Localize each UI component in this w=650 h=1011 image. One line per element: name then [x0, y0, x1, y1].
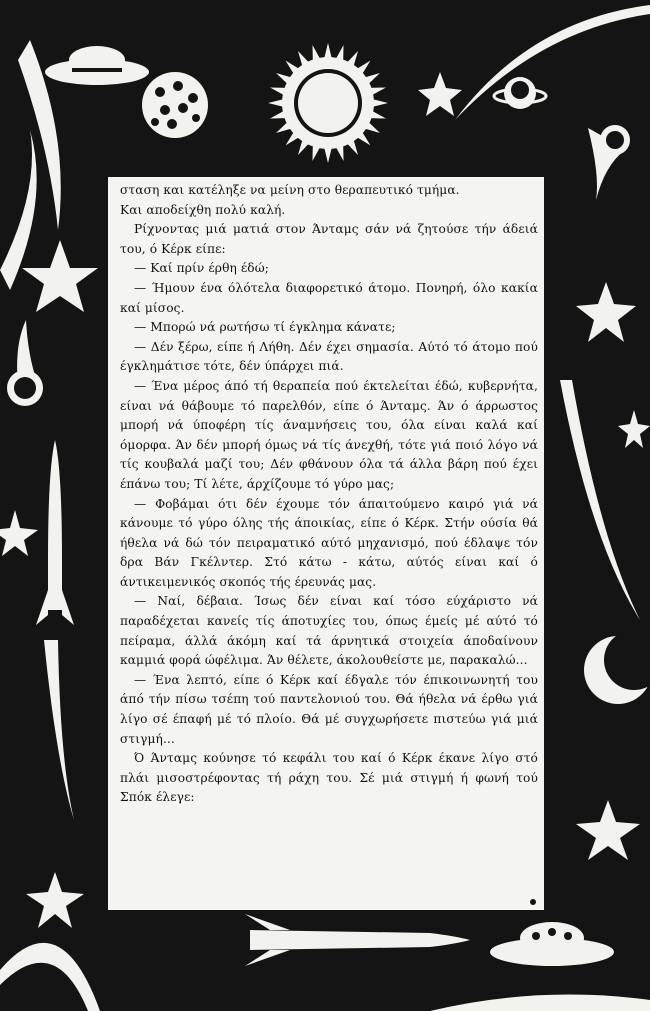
- sun-ray: [270, 87, 287, 95]
- paragraph-11: — Ένα λεπτό, είπε ό Κέρκ καί έδγαλε τόν έπικοινωνητή του άπό τήν πίσω τσέπη τού παντελονιού του. Θά ήθελα νά έρθω γιά λίγο σέ έπαφή μέ τό πλοίο. Θά μέ συγχωρήσετε πιστεύω γιά μιά στιγμή...: [120, 672, 538, 746]
- sun-icon: [268, 43, 388, 163]
- sun-ray: [372, 99, 388, 107]
- paragraph-3: Ρίχνοντας μιά ματιά στον Άνταμς σάν νά ζητούσε τήν άδειά του, ό Κέρκ είπε:: [120, 222, 538, 256]
- planet-icon: [494, 77, 546, 109]
- paragraph-10: — Ναί, δέβαια. Ίσως δέν είναι καί τόσο εύχάριστο νά παραδέχεται κανείς τίς άποτυχίες του, όπως έμείς μέ αύτό τό πείραμα, άλλά άκόμη καί τά άρνητικά στοιχεία άποδαίνουν καμμιά φορά ώφέλιμα. Άν θέλετε, άκολουθείστε με, παρακαλώ...: [120, 594, 538, 668]
- sun-ray: [336, 144, 344, 161]
- sun-ray: [312, 144, 320, 161]
- star-icon: [576, 282, 636, 342]
- saucer-icon: [490, 922, 614, 966]
- paragraph-1: σταση και κατέληξε να μείνη στο θεραπευτικό τμήμα.: [120, 183, 460, 197]
- comet-icon: [560, 380, 640, 620]
- star-icon: [22, 240, 98, 312]
- paragraph-7: — Δέν ξέρω, είπε ή Λήθη. Δέν έχει σημασία. Αύτό τό άτομο πού έγκλημάτισε τότε, δέν ύπάρχει πιά.: [120, 339, 538, 374]
- paragraph-5: — Ήμουν ένα όλότελα διαφορετικό άτομο. Πονηρή, όλο κακία καί μίσος.: [120, 280, 538, 315]
- meteor-icon: [142, 72, 208, 138]
- paragraph-2: Και αποδείχθη πολύ καλή.: [120, 202, 286, 217]
- comet-icon: [0, 130, 37, 290]
- paragraph-12: Ό Άνταμς κούνησε τό κεφάλι του καί ό Κέρκ έκανε λίγο στό πλάι μισοστρέφοντας τή ράχη του. Σέ μιά στιγμή ή φωνή τού Σπόκ έλεγε:: [120, 751, 538, 805]
- sun-ray: [270, 111, 287, 119]
- sun-ray: [369, 87, 386, 95]
- sun-ray: [324, 43, 332, 59]
- star-icon: [418, 72, 462, 116]
- comet-icon: [430, 995, 650, 1011]
- paragraph-4: — Καί πρίν έρθη έδώ;: [134, 261, 269, 276]
- sun-ray: [336, 45, 344, 62]
- comet-icon: [7, 320, 43, 406]
- moon-icon: [584, 630, 650, 704]
- sun-ray: [268, 99, 284, 107]
- paragraph-9: — Φοβάμαι ότι δέν έχουμε τόν άπαιτούμενο καιρό γιά νά κάνουμε τό γύρο όλης τής άποικίας, είπε ό Κέρκ. Στήν ούσία θά ήθελα νά δώ τόν πειραματικό αύτό μηχανισμό, πού έδλαψε τόν δρα Βάν Γκέλντερ. Στό κάτω - κάτω, αύτός είναι καί ό άντικειμενικός σκοπός τής έρευνάς μας.: [120, 496, 538, 589]
- sun-ray: [369, 111, 386, 119]
- star-icon: [576, 800, 640, 860]
- end-dot: [530, 899, 536, 905]
- paragraph-6: — Μπορώ νά ρωτήσω τί έγκλημα κάνατε;: [134, 320, 396, 335]
- star-icon: [618, 410, 650, 448]
- sun-ray: [312, 45, 320, 62]
- paragraph-8: — Ένα μέρος άπό τή θεραπεία πού έκτελείται έδώ, κυβερνήτα, είναι νά θάβουμε τό παρελθόν, είπε ό Άνταμς. Άν ό άρρωστος μπορή νά ύποφέρη τίς άναμνήσεις του, όλα είναι καλά καί όμορφα. Άν δέν μπορή όμως νά τίς άνεχθή, τότε γιά ποιό λόγο νά τίς κουβαλά μαζί του; Δέν φθάνουν όλα τά άλλα βάρη πού έχει έπάνω του; Τί λέτε, άρχίζουμε τό γύρο μας;: [120, 378, 538, 491]
- saucer-icon: [45, 46, 149, 85]
- star-icon: [0, 510, 38, 556]
- text-page: [108, 177, 544, 910]
- rocket-icon: [245, 914, 470, 966]
- star-icon: [26, 872, 84, 928]
- sun-ray: [324, 147, 332, 163]
- comet-icon: [0, 943, 100, 1011]
- rocket-icon: [36, 440, 74, 820]
- comet-icon: [455, 5, 650, 200]
